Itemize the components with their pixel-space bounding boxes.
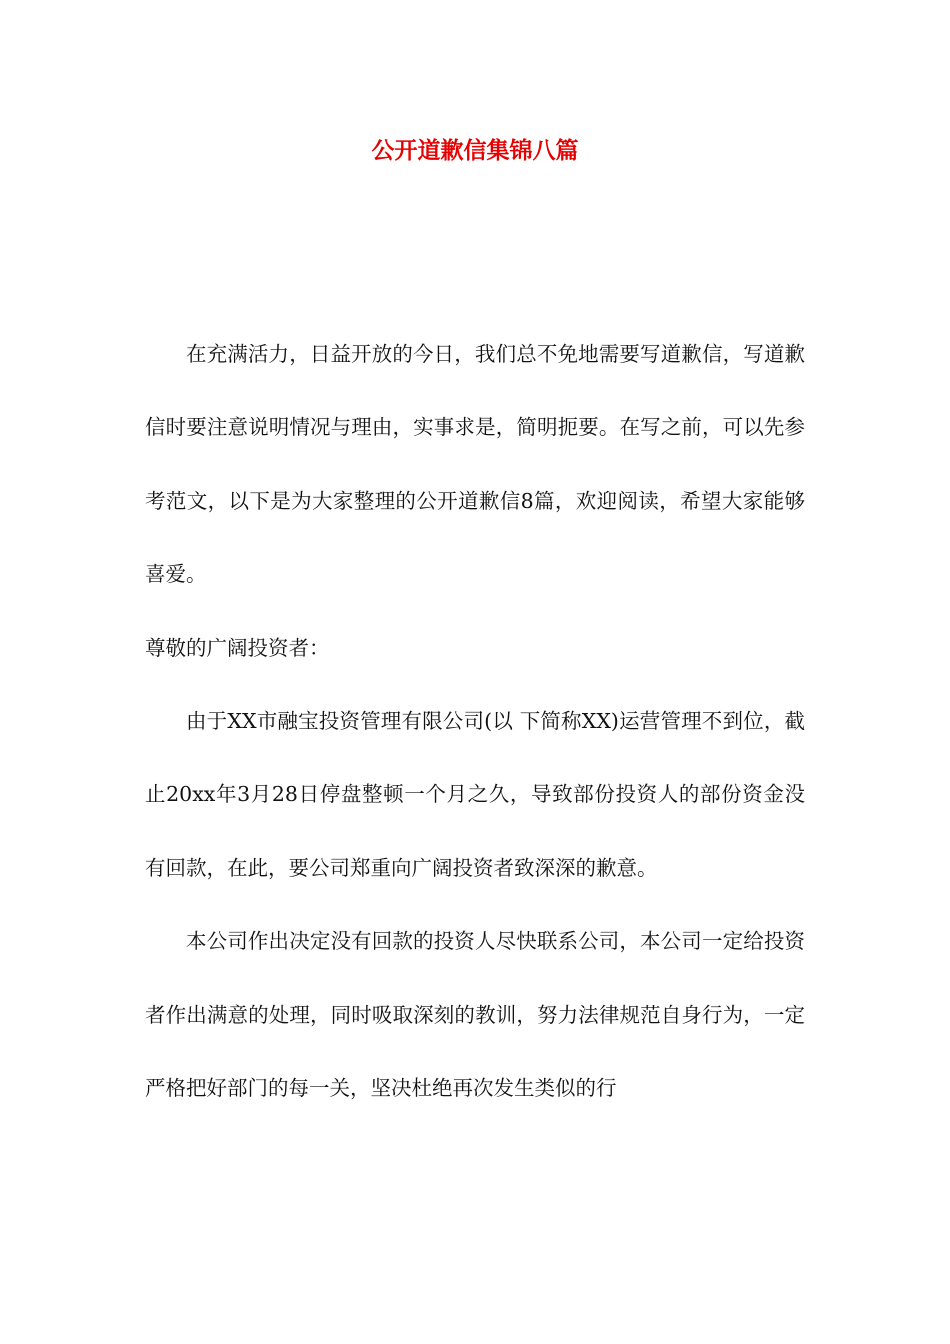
intro-paragraph: 在充满活力，日益开放的今日，我们总不免地需要写道歉信，写道歉信时要注意说明情况与理由，实事求是，简明扼要。在写之前，可以先参考范文，以下是为大家整理的公开道歉信8篇，欢迎阅读，希望大家能够喜爱。 [145, 342, 805, 587]
salutation: 尊敬的广阔投资者： [145, 635, 330, 660]
document-title: 公开道歉信集锦八篇 [371, 138, 579, 164]
commitment-paragraph: 本公司作出决定没有回款的投资人尽快联系公司，本公司一定给投资者作出满意的处理，同时吸取深刻的教训，努力法律规范自身行为，一定严格把好部门的每一关，坚决杜绝再次发生类似的行 [145, 929, 805, 1101]
document-body [145, 318, 805, 1125]
apology-paragraph: 由于XX市融宝投资管理有限公司(以 下简称XX)运营管理不到位，截止20xx年3月28日停盘整顿一个月之久，导致部份投资人的部份资金没有回款，在此，要公司郑重向广阔投资者致深深的歉意。 [145, 709, 805, 880]
